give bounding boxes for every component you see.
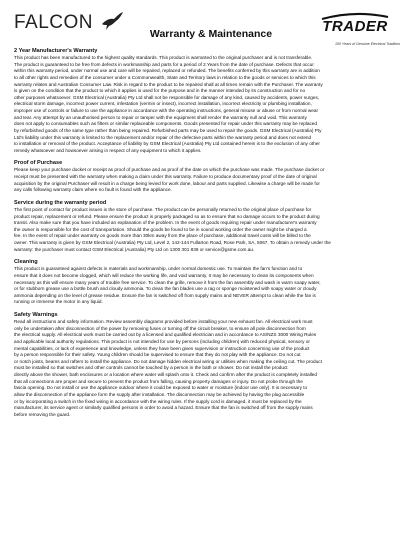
body-text-line: allow the disconnection of the appliance form the supply after installation. The disconnection may be achieved by having the plug accessible — [14, 391, 305, 397]
body-text-line: ensure that it does not become clogged, which will reduce the working life, and void warranty. It may be necessary to clean its components when — [14, 272, 314, 278]
section-heading: Service during the warranty period — [14, 199, 107, 206]
body-text-line: within this warranty period, under normal use and care will be repaired, replaced or refunded. The benefits conferred by this warranty are in addition — [14, 68, 320, 74]
body-text-line: fascia opening. Do not install or use the appliance outdoor where it could be exposed to water or moisture (indoor use only). It is necessary to — [14, 385, 308, 391]
body-text-line: manufacturer, its service agent or similarly qualified persons in order to avoid a hazard. Ensure that the fan is switched off from the supply mains — [14, 405, 313, 411]
body-text-line: must be installed so that switches and other controls cannot be touched by a person in the bath or shower. Do not install the product — [14, 365, 288, 371]
body-text-line: or notch joists, beams and rafters to install the appliance. Do not damage hidden electrical wiring or utilities when making the ceiling cut. The product — [14, 358, 322, 364]
section-3 — [14, 253, 398, 306]
section-heading: 2 Year Manufacturer's Warranty — [14, 48, 98, 54]
section-4 — [14, 306, 398, 418]
body-text-line: owner. This warranty is given by GSM Electrical (Australia) Pty Ltd, Level 2, 142-144 Fullarton Road, Rose Park, SA, 5067. To obtain a remedy under the — [14, 240, 331, 245]
body-text-line: only be undertaken after disconnection of the power by removing fuses or turning off the circuit breaker, to ensure all pole disconnection from — [14, 325, 306, 331]
body-text-line: necessary as this will ensure many years of trouble free service. To clean the grille, remove it from the fan assembly and wash in warm soapy water, — [14, 279, 321, 285]
falcon-bird-icon — [100, 10, 124, 32]
body-text-line: product repair, replacement or refund. Please ensure the product is properly packaged so as to ensure that no damage occurs to the product during — [14, 213, 320, 219]
body-text-line: or for stubborn grease use a bottle brush and cloudy ammonia. To clean the fan blades use a rag or sponge moistened with soapy water or cloudy — [14, 286, 317, 292]
body-text-line: before removing the guard. — [14, 411, 71, 417]
trader-logo-text: TRADER — [322, 18, 388, 35]
body-text-line: The first point of contact for product issues is the store of purchase. The product can be personally returned to the original place of purchase for — [14, 206, 312, 212]
body-text-line: remedy whatsoever and howsoever arising in respect of any equipment to which it applies. — [14, 147, 202, 153]
trader-tagline: 100 Years of Genuine Electrical Tradition — [335, 42, 400, 46]
body-text-line: running or immerse the motor in any liquid. — [14, 299, 103, 305]
body-text-line: directly above the shower, bath enclosures or a location where water will splash onto it. Check and confirm after the product is completely installed — [14, 372, 318, 377]
body-text-line: transit. Also make sure that you have included an explanation of the problem. In the event of goods requiring repair under manufacturer's warranty — [14, 220, 317, 226]
trader-logo — [312, 12, 398, 38]
body-text-line: This product is guaranteed against defects in materials and workmanship, under normal domestic use. To maintain the fan's function and to — [14, 266, 303, 272]
body-text-line: and applicable local authority regulations. This product is not intended for use by persons (including children) with reduced physical, sensory or — [14, 338, 310, 344]
body-text-line: improper use of controls or failure to use the appliance in accordance with the operating instructions, general misuse or abuse or from normal wear — [14, 108, 319, 113]
body-text-line: other purposes whatsoever. GSM Electrical (Australia) Pty Ltd shall not be responsible for damage of any kind, caused by accidents, power surges, — [14, 94, 320, 100]
body-text-line: Please keep your purchase docket or receipt as proof of purchase and as proof of the date on which the purchase was made. The purchase docket or — [14, 167, 325, 173]
body-text-line: mental capabilities, or lack of experience and knowledge, unless they have been given supervision or instruction concerning use of the product — [14, 345, 310, 351]
body-text-line: any calls following warranty claim where no fault is found with the appliance. — [14, 187, 172, 193]
section-0 — [14, 48, 398, 154]
body-text-line: acquisition by the original Purchaser will result in a charge being levied for work done, labour and parts supplied. Likewise a charge will be made for — [14, 180, 320, 186]
body-text-line: does not apply to consumables such as filters or similar replaceable components. Goods presented for repair under this warranty may be replaced — [14, 121, 318, 127]
page-title: Warranty & Maintenance — [149, 28, 273, 40]
body-text-line: the electrical supply. All electrical work must be carried out by a licensed and qualified electrician and in accordance to AS/NZS 3000 Wiring Rules — [14, 332, 317, 338]
body-text-line: The product is guaranteed to be free from defects in workmanship and parts for a period of 2 Years from the date of purchase. Defects that occur — [14, 61, 314, 67]
body-text-line: Read all instructions and safety information. Review assembly diagrams provided before installing your new exhaust fan. All electrical work must — [14, 319, 313, 324]
body-text-line: receipt must be presented with the warranty when making a claim under this warranty. Failure to produce documentary proof of the date of original — [14, 174, 317, 179]
body-text-line: fee. In the event of repair under warranty on goods more than 30km away from the place of purchase, additional travel costs will be billed to the — [14, 233, 311, 239]
section-heading: Proof of Purchase — [14, 160, 63, 167]
body-text-line: and tear. Any attempt by an unauthorised person to repair or tamper with the equipment shall render the warranty null and void. This warranty — [14, 114, 307, 120]
section-heading: Safety Warnings — [14, 312, 58, 318]
body-text-line: electrical storm damage, incorrect power current, infestation (vermin or insect), incorrect installation, incorrect electricity or plumbing installation, — [14, 101, 312, 107]
body-text-line: that all connections are proper and secure to prevent the product from falling, causing property damages or injury. Do not probe through the — [14, 378, 303, 384]
body-text-line: This product has been manufactured to the highest quality standards. This product is warranted to the original purchaser and is not transferable. — [14, 55, 313, 60]
document-body — [14, 48, 398, 418]
body-text-line: to installation or removal of the product. Acceptance of liability by GSM Electrical (Australia) Pty Ltd contained herein is to the exclusion of any other — [14, 141, 320, 147]
body-text-line: to all other rights and remedies of the consumer under a Commonwealth, State and Territory laws in relation to the goods or services to which this — [14, 74, 316, 80]
body-text-line: Ltd's liability under this warranty is limited to the replacement and/or repair of the defective parts within the warranty period and does not extend — [14, 134, 312, 140]
section-1 — [14, 154, 398, 194]
body-text-line: is given on the condition that the product to which it applies is used for the purpose and in the manner intended by its construction and for no — [14, 88, 306, 94]
section-2 — [14, 194, 398, 253]
body-text-line: the owner is responsible for the cost of transportation. Should the goods be found to be in sound working order the owner might be charged a — [14, 226, 307, 232]
body-text-line: ammonia depending on the level of grease residue. Ensure the fan is switched off from supply mains and NEVER attempt to clean while the fan is — [14, 292, 316, 298]
body-text-line: warranty relates and Australian Consumer Law. Risk in regard to the product to be repaired shall at all times remain with the Purchaser. The warranty — [14, 81, 323, 87]
body-text-line: by refurbished goods of the same type rather than being repaired. Refurbished parts may be used to repair the goods. GSM Electrical (Australia) Pty — [14, 127, 322, 133]
falcon-logo-text: FALCON — [14, 12, 94, 33]
body-text-line: by a person responsible for their safety. Young children should be supervised to ensure that they do not play with the appliance. Do not cut — [14, 352, 301, 358]
body-text-line: or by incorporating a switch in the fixed wiring in accordance with the wiring rules. If the supply cord is damaged, it must be replaced by the — [14, 398, 302, 404]
section-heading: Cleaning — [14, 259, 38, 266]
page-header — [0, 6, 410, 48]
body-text-line: warranty: the purchaser must contact GSM Electrical (Australia) Pty Ltd on 1300 301 838 or service@gsme.com.au. — [14, 246, 255, 252]
